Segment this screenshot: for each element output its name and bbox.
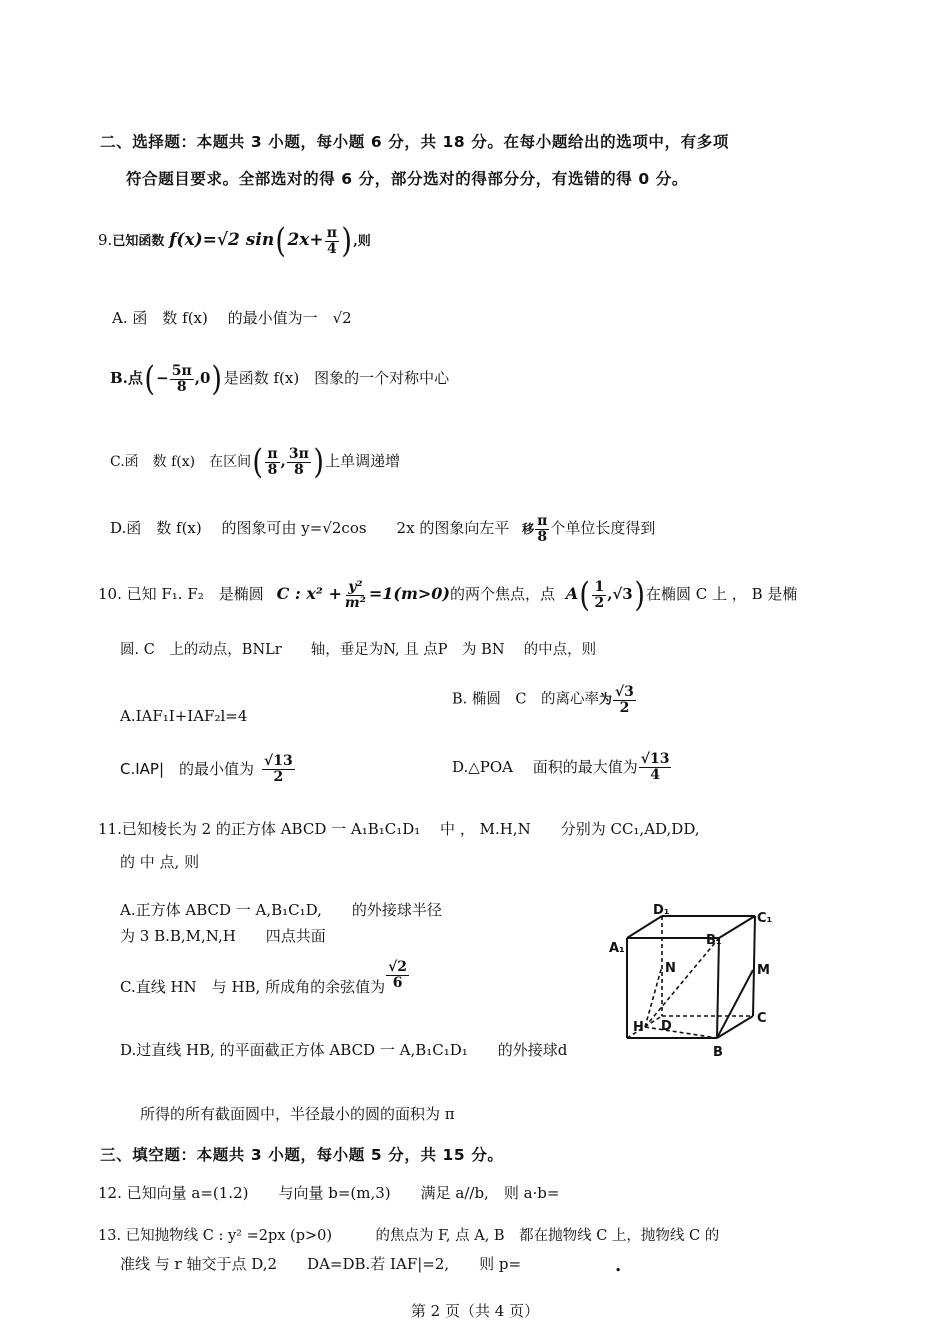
q11-option-c: C.直线 HN 与 HB, 所成角的余弦值为 $\frac{√2}{6}$ [120,959,408,997]
label-c: C [757,1011,767,1026]
q13-end-dot: . [615,1255,622,1276]
q12-text: 12. 已知向量 a=(1.2) 与向量 b=(m,3) 满足 a//b, 则 a·b= [98,1184,560,1202]
q13-text-line2: 准线 与 r 轴交于点 D,2 DA=DB.若 IAF|=2, 则 p= [120,1255,522,1273]
page-footer: 第 2 页（共 4 页） [410,1302,540,1320]
q9-option-d: D.函 数 f(x) 的图象可由 y=√2cos 2x 的图象向左平 移 $\frac{\pi}{8}$ 个单位长度得到 [110,513,656,545]
section-3-heading: 三、填空题：本题共 3 小题，每小题 5 分，共 15 分。 [100,1146,504,1164]
q9-option-c: C.函 数 f(x) 在区间( $\frac{\pi}{8}$ , $\frac{3\pi}{8}$ )上单调递增 [110,442,401,482]
cube-figure [605,900,790,1065]
label-d: D [661,1019,672,1034]
q10-stem-line2: 圆. C 上的动点，BNLr 轴，垂足为N, 且 点P 为 BN 的中点，则 [120,642,597,658]
q11-option-a: A.正方体 ABCD 一 A,B₁C₁D, 的外接球半径 [120,901,442,919]
label-a1: A₁ [609,941,625,956]
label-d1: D₁ [653,903,670,918]
q10-stem: 10. 已知 F₁. F₂ 是椭圆 C : x² + $\frac{\text{y²}}{\text{m²}}$ =1(m>0)的两个焦点，点 A( $\frac{1}{2}$ ,√3)在椭圆 C 上 ， B 是椭 [98,575,798,615]
q10-option-a: A.IAF₁I+IAF₂l=4 [120,707,248,725]
label-h: H [633,1020,644,1035]
q13-text: 13. 已知抛物线 C : y² =2px (p>0) 的焦点为 F, 点 A, B 都在抛物线 C 上，抛物线 C 的 [98,1228,720,1244]
label-n: N [665,961,676,976]
label-b1: B₁ [706,933,722,948]
q9-option-a: A. 函 数 f(x) 的最小值为一 √2 [112,309,352,327]
q11-stem-line2: 的 中 点, 则 [120,853,200,871]
label-c1: C₁ [757,911,773,926]
q11-option-d: D.过直线 HB, 的平面截正方体 ABCD 一 A,B₁C₁D₁ 的外接球d [120,1041,568,1059]
q10-option-d: D.△POA 面积的最大值为 $\frac{√13}{4}$ [452,751,670,783]
q9-option-b: B.点(− $\frac{5\pi}{8}$ ,0)是函数 f(x) 图象的一个对称中心 [110,359,450,399]
q9-stem: 9.已知函数 f(x)=√2 sin(2x+ $\frac{\pi}{4}$ ),则 [98,221,371,261]
q10-option-b: B. 椭圆 C 的离心率为 $\frac{√3}{2}$ [452,684,634,716]
section-2-instructions: 符合题目要求。全部选对的得 6 分，部分选对的得部分分，有选错的得 0 分。 [126,170,688,188]
section-2-heading: 二、选择题：本题共 3 小题，每小题 6 分，共 18 分。在每小题给出的选项中，有多项 [100,133,729,151]
q11-option-a-b: 为 3 B.B,M,N,H 四点共面 [120,927,326,945]
q10-option-c: C.IAP| 的最小值为 $\frac{√13}{2}$ [120,753,293,785]
q11-stem: 11.已知棱长为 2 的正方体 ABCD 一 A₁B₁C₁D₁ 中 ， M.H,N 分别为 CC₁,AD,DD, [98,820,700,838]
q11-option-d-cont: 所得的所有截面圆中，半径最小的圆的面积为 π [140,1105,455,1123]
label-b: B [713,1045,723,1060]
label-m: M [757,963,770,978]
